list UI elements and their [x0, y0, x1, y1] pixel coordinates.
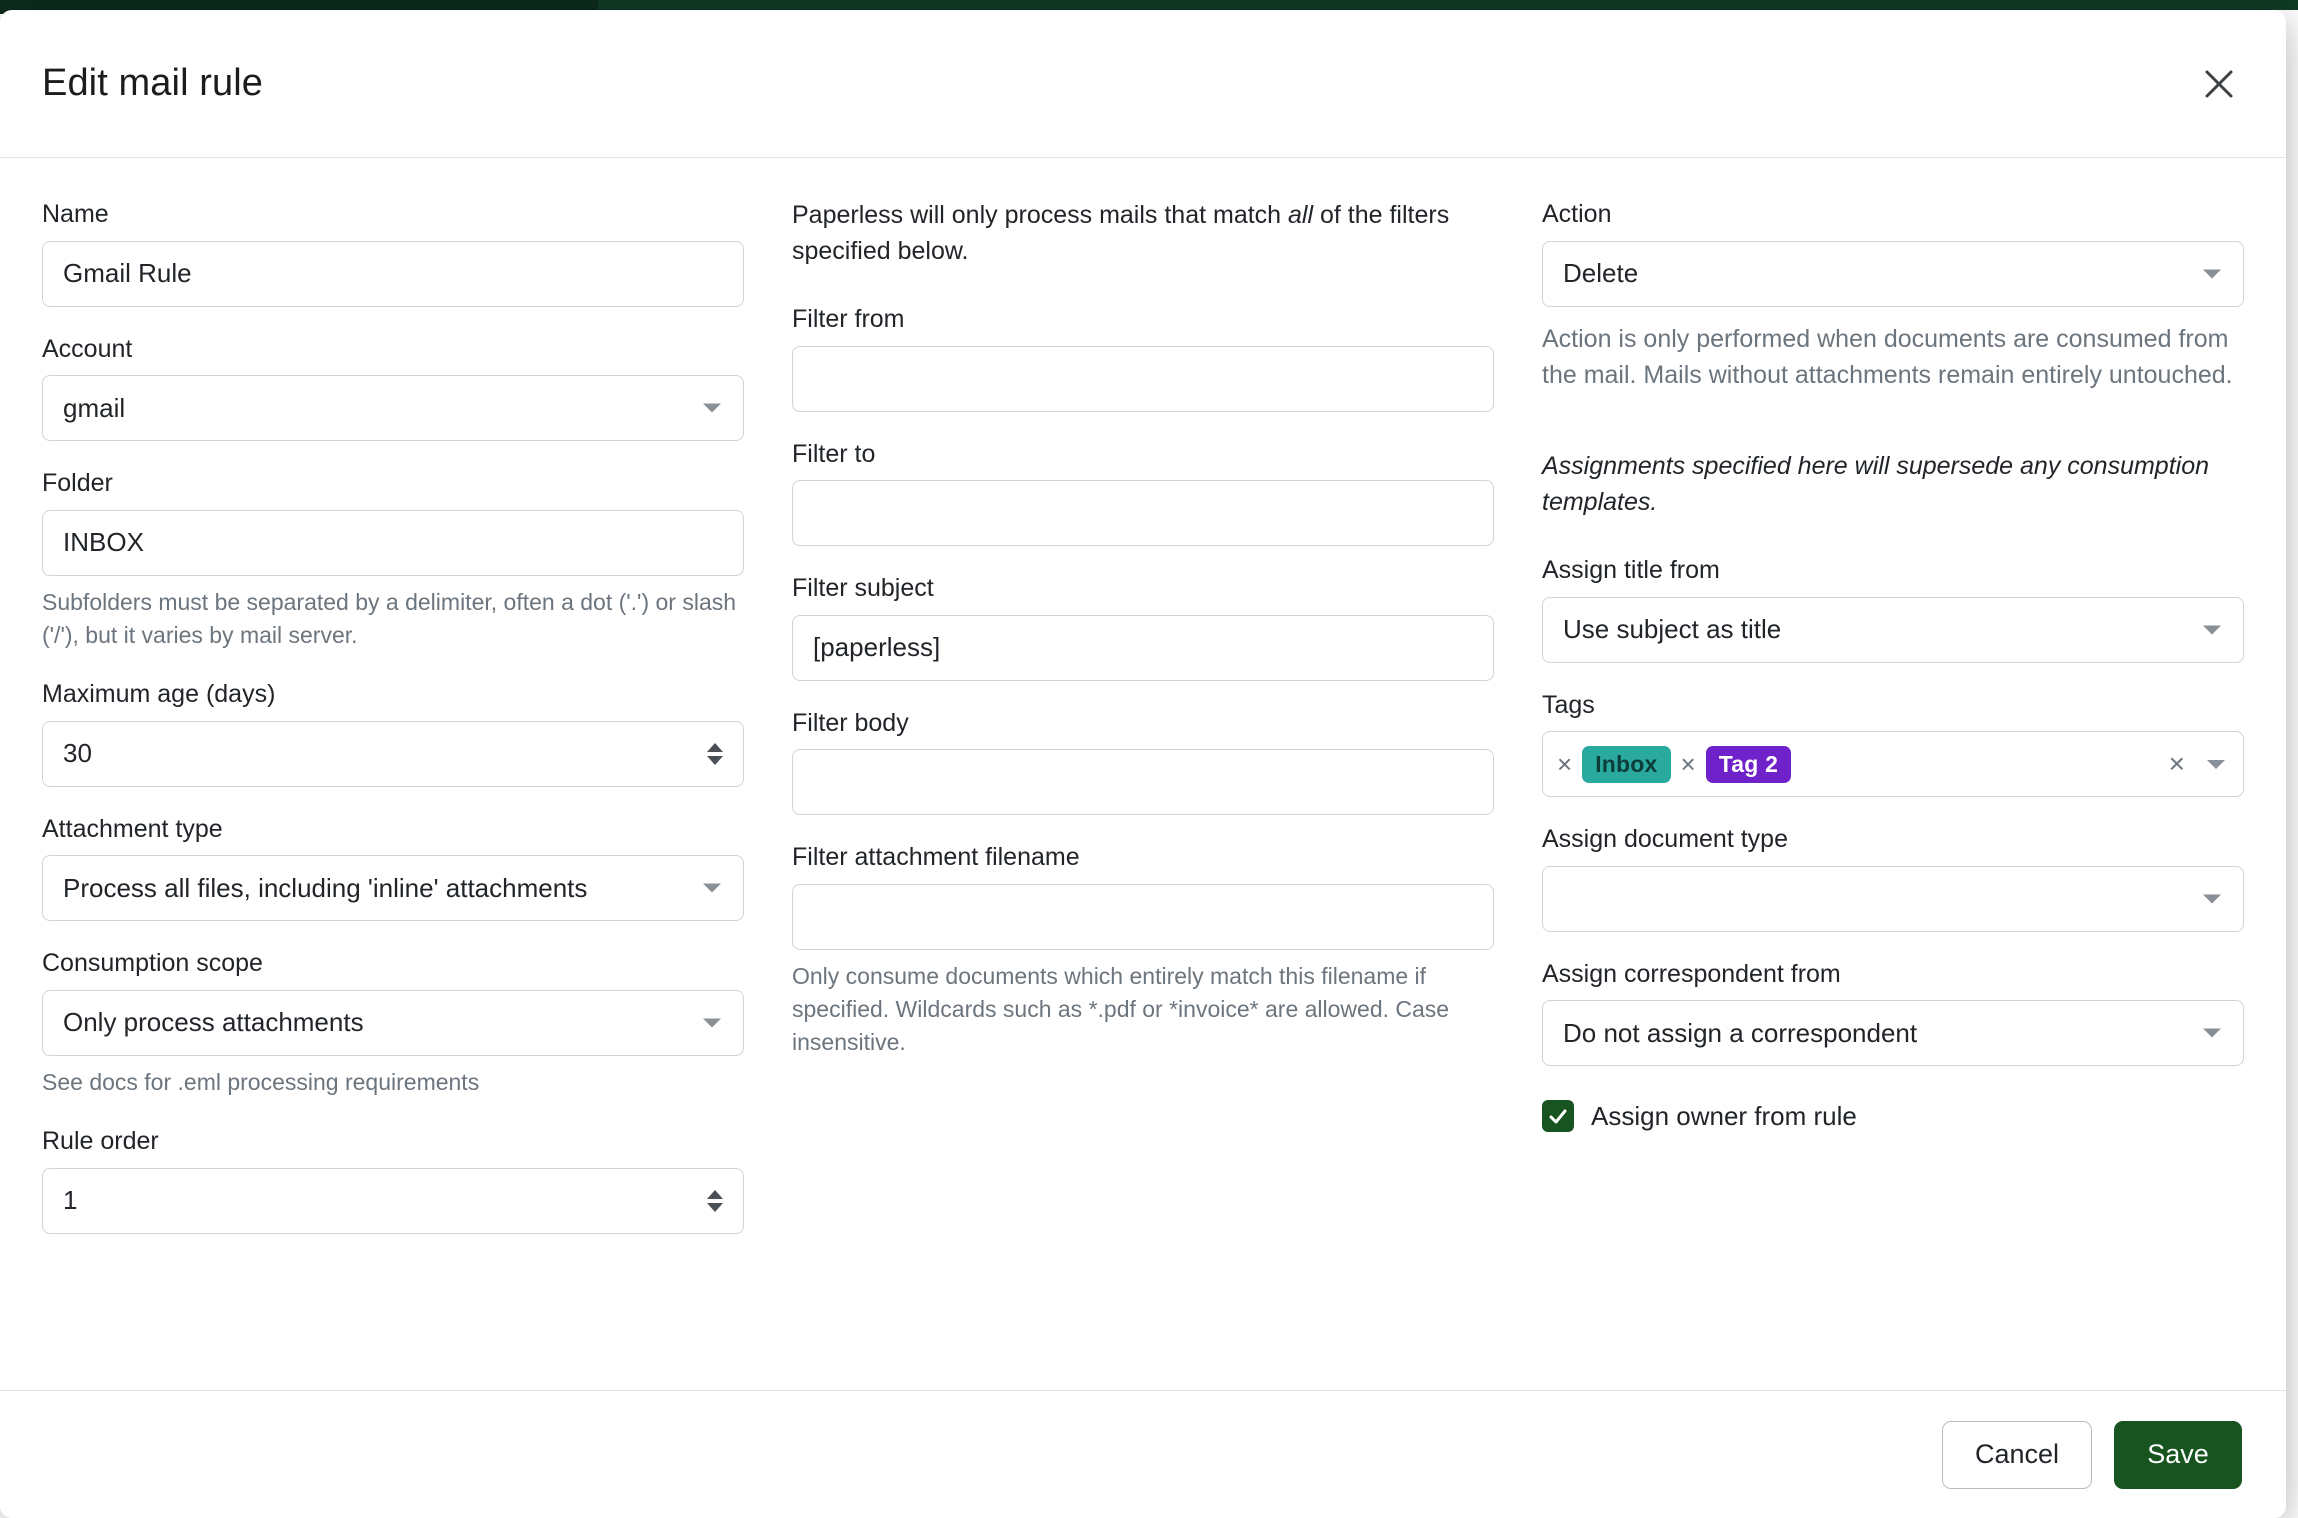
chevron-down-icon: [2203, 625, 2221, 634]
maximum-age-input[interactable]: [42, 721, 744, 787]
column-actions: [1542, 198, 2244, 1260]
assign-document-type-select[interactable]: [1542, 866, 2244, 932]
save-button[interactable]: Save: [2114, 1421, 2242, 1489]
dialog-body: [0, 158, 2286, 1260]
name-input[interactable]: Gmail Rule: [42, 241, 744, 307]
action-select-value: Delete: [1563, 258, 1639, 288]
tags-controls: [2169, 750, 2225, 778]
filters-intro-text: [792, 198, 1494, 269]
field-rule-order: [42, 1125, 744, 1234]
assign-title-from-label: Assign title from: [1542, 556, 1720, 584]
maximum-age-value: 30: [63, 738, 92, 769]
assign-owner-checkbox[interactable]: [1542, 1100, 1574, 1132]
chevron-down-icon: [2203, 894, 2221, 903]
tags-label: Tags: [1542, 690, 1595, 719]
assign-correspondent-from-value: Do not assign a correspondent: [1563, 1017, 1918, 1048]
clear-tags-icon[interactable]: ×: [2168, 748, 2185, 779]
name-label: Name: [42, 200, 109, 228]
action-select[interactable]: [1542, 241, 2244, 307]
attachment-type-label: Attachment type: [42, 814, 223, 843]
rule-order-stepper[interactable]: [707, 1190, 723, 1212]
account-select[interactable]: [42, 375, 744, 441]
filter-body-label: Filter body: [792, 708, 909, 737]
dialog-header: [0, 10, 2286, 158]
field-filter-attachment-filename: [792, 841, 1494, 1060]
field-filter-to: [792, 438, 1494, 547]
cancel-button[interactable]: Cancel: [1942, 1421, 2092, 1489]
field-folder: [42, 467, 744, 652]
filter-to-input[interactable]: [792, 480, 1494, 546]
assign-owner-from-rule-row[interactable]: [1542, 1100, 2244, 1132]
assign-owner-label: Assign owner from rule: [1591, 1100, 1857, 1131]
filter-attachment-filename-input[interactable]: [792, 884, 1494, 950]
maximum-age-label: Maximum age (days): [42, 680, 276, 709]
attachment-type-select[interactable]: [42, 855, 744, 921]
field-name: [42, 198, 744, 307]
field-attachment-type: [42, 813, 744, 922]
chevron-down-icon: [2203, 1029, 2221, 1038]
assign-document-type-label: Assign document type: [1542, 825, 1788, 853]
tag-chip: [1557, 746, 1671, 783]
column-filters: [792, 198, 1494, 1260]
field-assign-title-from: [1542, 554, 2244, 663]
filters-intro-emphasis: all: [1288, 201, 1314, 229]
consumption-scope-select[interactable]: [42, 990, 744, 1056]
chevron-down-icon: [703, 1018, 721, 1027]
chevron-down-icon: [2203, 269, 2221, 278]
folder-input[interactable]: INBOX: [42, 510, 744, 576]
assign-title-from-select[interactable]: [1542, 597, 2244, 663]
folder-help-text: Subfolders must be separated by a delimiter, often a dot ('.') or slash ('/'), but it varies by mail server.: [42, 588, 737, 648]
chevron-down-icon: [703, 884, 721, 893]
filter-from-label: Filter from: [792, 305, 905, 333]
maximum-age-stepper[interactable]: [707, 743, 723, 765]
filter-to-label: Filter to: [792, 439, 876, 468]
consumption-scope-help-text: See docs for .eml processing requirements: [42, 1068, 480, 1095]
stepper-down-icon[interactable]: [707, 1203, 723, 1212]
attachment-type-value: Process all files, including 'inline' attachments: [63, 872, 588, 903]
action-label: Action: [1542, 200, 1612, 228]
assign-correspondent-from-select[interactable]: [1542, 1000, 2244, 1066]
assign-correspondent-from-label: Assign correspondent from: [1542, 959, 1841, 988]
column-general: [42, 198, 744, 1260]
account-select-value: gmail: [63, 392, 126, 423]
filter-subject-input[interactable]: [paperless]: [792, 615, 1494, 681]
field-account: [42, 333, 744, 442]
field-assign-document-type: [1542, 823, 2244, 932]
assign-title-from-value: Use subject as title: [1563, 614, 1782, 644]
tag-pill: Tag 2: [1706, 746, 1791, 783]
folder-label: Folder: [42, 469, 113, 497]
tag-pill: Inbox: [1582, 746, 1670, 783]
filter-body-input[interactable]: [792, 749, 1494, 815]
filters-intro-post: of the filters specified below.: [792, 201, 1450, 265]
dialog-title: Edit mail rule: [42, 62, 264, 104]
field-filter-from: [792, 303, 1494, 412]
action-help-text: Action is only performed when documents are consumed from the mail. Mails without attachments remain entirely untouched.: [1542, 324, 2233, 389]
stepper-up-icon[interactable]: [707, 743, 723, 752]
field-consumption-scope: [42, 947, 744, 1099]
assignments-note: Assignments specified here will supersede any consumption templates.: [1542, 452, 2210, 516]
field-tags: [1542, 689, 2244, 798]
rule-order-value: 1: [63, 1185, 78, 1216]
tag-remove-icon[interactable]: ×: [1680, 749, 1696, 779]
stepper-up-icon[interactable]: [707, 1190, 723, 1199]
filter-attachment-filename-label: Filter attachment filename: [792, 843, 1080, 871]
tags-select[interactable]: [1542, 731, 2244, 797]
consumption-scope-value: Only process attachments: [63, 1007, 364, 1038]
consumption-scope-label: Consumption scope: [42, 949, 263, 978]
background-strip-right: [598, 0, 2298, 10]
filter-subject-label: Filter subject: [792, 574, 934, 602]
tag-remove-icon[interactable]: ×: [1557, 749, 1573, 779]
field-filter-body: [792, 707, 1494, 816]
filter-from-input[interactable]: [792, 346, 1494, 412]
close-icon[interactable]: [2196, 61, 2242, 107]
rule-order-input[interactable]: [42, 1168, 744, 1234]
dialog-footer: [0, 1390, 2286, 1518]
stepper-down-icon[interactable]: [707, 756, 723, 765]
filters-intro-pre: Paperless will only process mails that match: [792, 201, 1289, 229]
filter-attachment-help-text: Only consume documents which entirely match this filename if specified. Wildcards such as *.pdf or *invoice* are allowed. Case insensitive.: [792, 962, 1450, 1056]
field-filter-subject: [792, 572, 1494, 681]
chevron-down-icon[interactable]: [2207, 760, 2225, 769]
account-label: Account: [42, 334, 133, 363]
field-assign-correspondent-from: [1542, 958, 2244, 1067]
field-maximum-age: [42, 678, 744, 787]
field-action: [1542, 198, 2244, 393]
edit-mail-rule-dialog: [0, 10, 2286, 1518]
chevron-down-icon: [703, 404, 721, 413]
rule-order-label: Rule order: [42, 1127, 159, 1156]
tag-chip: [1681, 746, 1792, 783]
